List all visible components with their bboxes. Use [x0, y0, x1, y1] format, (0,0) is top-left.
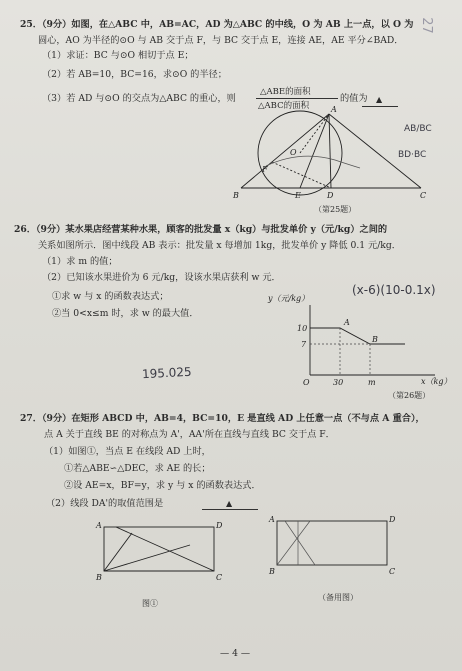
fig1-label-b: B	[96, 573, 102, 582]
q26-sub1: ①求 w 与 x 的函数表达式；	[52, 291, 169, 302]
q25-text-line1: 25．（9分）如图，在△ABC 中，AB=AC，AD 为△ABC 的中线，O 为 AB 上一点，以 O 为	[20, 19, 414, 30]
point-a: A	[344, 318, 350, 327]
label-b: B	[233, 191, 239, 200]
fig1-label-d: D	[216, 521, 223, 530]
q26-text-line1: 26．（9分）某水果店经营某种水果，顾客的批发量 x（kg）与批发单价 y（元/kg）之间的	[14, 224, 388, 235]
tick-x-30: 30	[333, 378, 344, 387]
q27-text-line2: 点 A 关于直线 BE 的对称点为 A'，AA'所在直线与直线 BC 交于点 F．	[44, 429, 335, 440]
q25-fraction-denominator: △ABC的面积	[258, 101, 310, 111]
q27-answer-marker: ▲	[226, 499, 233, 508]
q25-text-line2: 圆心，AO 为半径的⊙O 与 AB 交于点 F，与 BC 交于点 E，连接 AE，AE 平分∠BAD．	[38, 35, 404, 46]
q26-text-line2: 关系如图所示．图中线段 AB 表示：批发量 x 每增加 1kg，批发单价 y 降低 0.1 元/kg．	[38, 240, 401, 251]
spare-label-b: B	[269, 567, 275, 576]
point-b: B	[372, 335, 378, 344]
q26-part2: （2）已知该水果进价为 6 元/kg，设该水果店获利 w 元．	[42, 272, 281, 283]
q25-part2: （2）若 AB=10，BC=16，求⊙O 的半径；	[42, 69, 227, 80]
q25-part3-suffix: 的值为	[340, 93, 368, 104]
spare-label-d: D	[389, 515, 396, 524]
label-d: D	[327, 191, 334, 200]
handwriting-ab-bc: AB/BC	[404, 124, 432, 134]
tick-origin: O	[303, 378, 310, 387]
label-o: O	[290, 148, 297, 157]
handwriting-answer: 195.025	[141, 364, 192, 382]
label-f: F	[262, 165, 268, 174]
q27-part1: （1）如图①，当点 E 在线段 AD 上时，	[44, 446, 211, 457]
q25-figure-caption: （第25题）	[314, 205, 357, 214]
q27-sub1: ①若△ABE∽△DEC，求 AE 的长；	[64, 463, 211, 474]
handwriting-bd-bc: BD·BC	[398, 150, 427, 160]
q27-figure-1-caption: 图①	[142, 599, 158, 608]
tick-y-7: 7	[301, 340, 307, 349]
q25-part1: （1）求证：BC 与⊙O 相切于点 E；	[42, 50, 194, 61]
spare-label-a: A	[269, 515, 275, 524]
page-number: — 4 —	[220, 648, 251, 659]
q27-text-line1: 27．（9分）在矩形 ABCD 中，AB=4，BC=10，E 是直线 AD 上任意一点（不与点 A 重合），	[20, 413, 425, 424]
q25-fraction-numerator: △ABE的面积	[260, 87, 311, 97]
q25-part3-prefix: （3）若 AD 与⊙O 的交点为△ABC 的重心，则	[42, 93, 236, 104]
tick-x-m: m	[368, 378, 376, 387]
label-c: C	[420, 191, 427, 200]
tick-y-10: 10	[297, 324, 308, 333]
label-e: E	[295, 191, 301, 200]
fig1-label-a: A	[96, 521, 102, 530]
q26-figure-caption: （第26题）	[388, 391, 431, 400]
label-a: A	[331, 105, 337, 114]
spare-label-c: C	[389, 567, 396, 576]
handwriting-margin-1: 27	[418, 17, 434, 34]
q26-sub2: ②当 0<x≤m 时，求 w 的最大值．	[52, 308, 199, 319]
q27-figure-spare-caption: （备用图）	[318, 593, 358, 602]
handwriting-expression: (x-6)(10-0.1x)	[352, 283, 436, 297]
q26-part1: （1）求 m 的值；	[42, 256, 118, 267]
q25-answer-marker: ▲	[376, 95, 383, 104]
fig1-label-c: C	[216, 573, 223, 582]
q27-sub2: ②设 AE=x，BF=y，求 y 与 x 的函数表达式．	[64, 480, 261, 491]
x-axis-label: x（kg）	[421, 377, 452, 386]
y-axis-label: y（元/kg）	[268, 294, 310, 303]
q27-part2: （2）线段 DA'的取值范围是	[46, 498, 164, 509]
